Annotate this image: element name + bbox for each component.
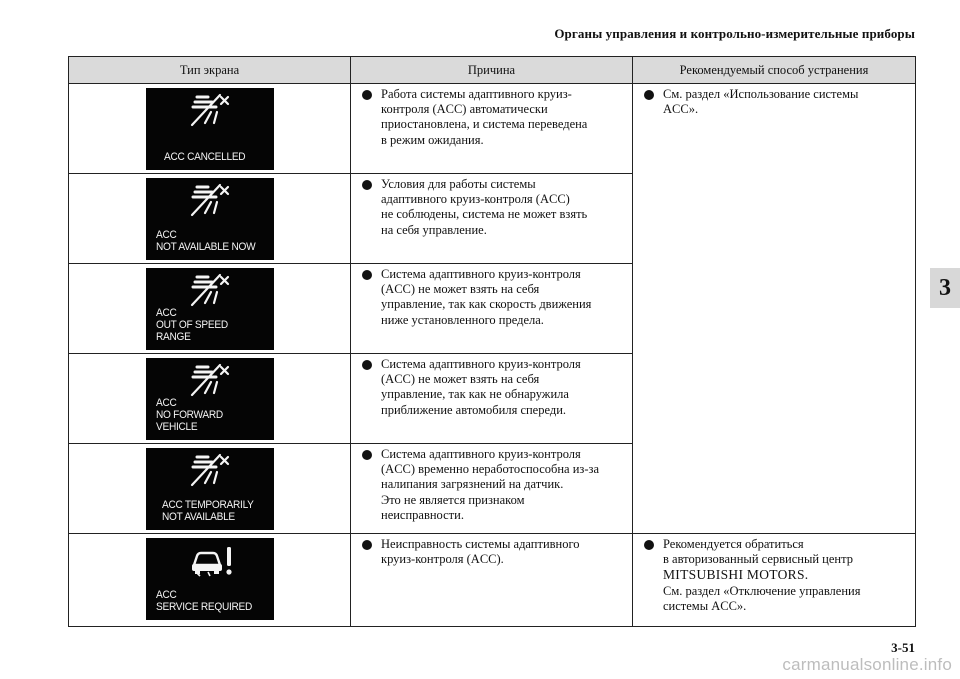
cause-text: Условия для работы системы адаптивного круиз-контроля (ACC) не соблюдены, система не может взять на себя управление.: [351, 174, 632, 238]
remedy-text: См. раздел «Использование системы ACC».: [633, 84, 915, 117]
display-screen: [146, 88, 274, 170]
acc-off-icon: [188, 273, 232, 307]
column-header-remedy: Рекомендуемый способ устранения: [633, 57, 916, 84]
cause-text: Система адаптивного круиз-контроля (ACC) не может взять на себя управление, так как скорость движения ниже установленного предела.: [351, 264, 632, 328]
cause-text: Система адаптивного круиз-контроля (ACC) не может взять на себя управление, так как не обнаружила приближение автомобиля спереди.: [351, 354, 632, 418]
bullet-icon: [362, 90, 372, 100]
acc-off-icon: [188, 183, 232, 217]
bullet-icon: [362, 540, 372, 550]
acc-warning-icon: [188, 543, 236, 577]
acc-off-icon: [188, 363, 232, 397]
screen-message: ACC CANCELLED: [164, 151, 246, 163]
page-number: 3-51: [891, 640, 915, 655]
column-header-cause: Причина: [351, 57, 633, 84]
bullet-icon: [362, 450, 372, 460]
screen-message: ACC TEMPORARILY NOT AVAILABLE: [162, 499, 254, 523]
chapter-tab: 3: [930, 268, 960, 308]
cause-text: Система адаптивного круиз-контроля (ACC) временно неработоспособна из-за налипания загрязнений на датчик. Это не является признаком неисправности.: [351, 444, 632, 523]
table-row: [69, 84, 916, 174]
display-screen: [146, 538, 274, 620]
screen-message: ACC NOT AVAILABLE NOW: [156, 229, 256, 253]
cause-text: Неисправность системы адаптивного круиз-контроля (ACC).: [351, 534, 632, 567]
column-header-screen-type: Тип экрана: [69, 57, 351, 84]
display-screen: [146, 178, 274, 260]
watermark: carmanualsonline.info: [782, 655, 952, 674]
bullet-icon: [644, 540, 654, 550]
brand-name: MITSUBISHI MOTORS.: [663, 567, 809, 583]
bullet-icon: [644, 90, 654, 100]
remedy-text: Рекомендуется обратиться в авторизованный сервисный центр MITSUBISHI MOTORS. См. раздел «Отключение управления системы ACC».: [633, 534, 915, 614]
bullet-icon: [362, 180, 372, 190]
display-screen: [146, 268, 274, 350]
acc-off-icon: [188, 453, 232, 487]
bullet-icon: [362, 360, 372, 370]
table-row: [69, 534, 916, 627]
page-header: Органы управления и контрольно-измерительные приборы: [554, 26, 915, 41]
screen-message: ACC OUT OF SPEED RANGE: [156, 307, 228, 343]
acc-off-icon: [188, 93, 232, 127]
acc-messages-table: [68, 56, 916, 627]
screen-message: ACC NO FORWARD VEHICLE: [156, 397, 223, 433]
cause-text: Работа системы адаптивного круиз- контроля (ACC) автоматически приостановлена, и система переведена в режим ожидания.: [351, 84, 632, 148]
bullet-icon: [362, 270, 372, 280]
screen-message: ACC SERVICE REQUIRED: [156, 589, 253, 613]
display-screen: [146, 448, 274, 530]
display-screen: [146, 358, 274, 440]
